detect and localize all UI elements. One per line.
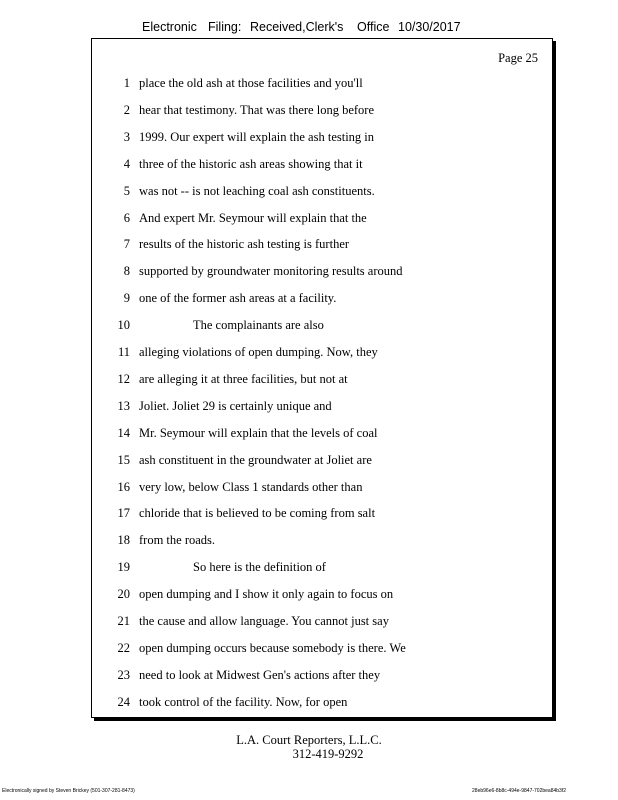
line-number: 21 — [117, 614, 130, 628]
filing-header — [0, 20, 618, 38]
header-filing: Filing: — [208, 20, 242, 34]
line-number: 24 — [117, 694, 130, 709]
transcript-line — [92, 480, 552, 498]
header-office: Office — [357, 20, 390, 34]
line-text: 1999. Our expert will explain the ash testing in — [139, 129, 375, 144]
line-number: 17 — [117, 506, 130, 521]
transcript-line — [92, 668, 552, 686]
line-number: 7 — [123, 237, 130, 252]
transcript-line — [92, 506, 552, 524]
transcript-line — [92, 318, 552, 336]
transcript-line — [92, 426, 552, 444]
transcript-line — [92, 211, 552, 229]
transcript-line — [92, 614, 552, 632]
document-id: 28eb96e6-8b8c-494e-9847-702bea84b3f2 — [472, 788, 566, 794]
line-text: Joliet. Joliet 29 is certainly unique and — [139, 398, 332, 413]
transcript-line — [92, 76, 552, 94]
electronic-signature: Electronically signed by Steven Brickey (501-307-281-8473) — [2, 788, 135, 794]
line-number: 13 — [117, 398, 130, 413]
transcript-page — [91, 38, 553, 718]
line-number: 8 — [123, 264, 130, 279]
line-text: So here is the definition of — [193, 560, 326, 575]
line-number: 2 — [123, 102, 130, 117]
transcript-line — [92, 130, 552, 148]
line-text: ash constituent in the groundwater at Joliet are — [139, 452, 372, 467]
line-text: need to look at Midwest Gen's actions after they — [139, 667, 381, 682]
line-number: 15 — [117, 452, 130, 467]
line-text: was not -- is not leaching coal ash constituents. — [139, 183, 375, 198]
court-reporter-phone: 312-419-9292 — [292, 747, 364, 761]
transcript-line — [92, 560, 552, 578]
line-number: 1 — [123, 76, 130, 90]
header-date: 10/30/2017 — [398, 20, 461, 34]
footer — [0, 733, 618, 761]
line-number: 10 — [117, 318, 130, 333]
transcript-line — [92, 695, 552, 713]
line-number: 16 — [117, 479, 130, 494]
line-text: results of the historic ash testing is further — [139, 237, 350, 252]
line-number: 14 — [117, 425, 130, 440]
transcript-line — [92, 264, 552, 282]
transcript-line — [92, 345, 552, 363]
line-number: 4 — [123, 156, 130, 171]
transcript-line — [92, 372, 552, 390]
transcript-line — [92, 587, 552, 605]
line-number: 19 — [117, 560, 130, 575]
line-text: hear that testimony. That was there long before — [139, 102, 374, 117]
transcript-line — [92, 533, 552, 551]
court-reporter-name: L.A. Court Reporters, L.L.C. — [236, 733, 382, 747]
line-text: open dumping and I show it only again to focus on — [139, 587, 394, 602]
transcript-line — [92, 641, 552, 659]
line-number: 22 — [117, 640, 130, 655]
line-number: 18 — [117, 533, 130, 548]
line-number: 5 — [123, 183, 130, 198]
line-text: from the roads. — [139, 533, 216, 548]
line-text: chloride that is believed to be coming from salt — [139, 506, 376, 521]
line-text: The complainants are also — [193, 318, 324, 333]
line-text: place the old ash at those facilities and you'll — [139, 76, 363, 90]
line-text: are alleging it at three facilities, but not at — [139, 371, 348, 386]
transcript-lines — [92, 39, 552, 717]
line-text: one of the former ash areas at a facility. — [139, 291, 337, 306]
line-text: Mr. Seymour will explain that the levels of coal — [139, 425, 378, 440]
line-text: the cause and allow language. You cannot just say — [139, 614, 389, 628]
line-text: alleging violations of open dumping. Now, they — [139, 345, 378, 359]
transcript-line — [92, 157, 552, 175]
line-number: 20 — [117, 587, 130, 602]
transcript-line — [92, 237, 552, 255]
line-text: three of the historic ash areas showing that it — [139, 156, 363, 171]
line-text: very low, below Class 1 standards other than — [139, 479, 363, 494]
line-number: 11 — [117, 345, 130, 359]
page-number: Page 25 — [498, 51, 538, 65]
line-number: 23 — [117, 667, 130, 682]
transcript-line — [92, 399, 552, 417]
transcript-line — [92, 184, 552, 202]
line-text: supported by groundwater monitoring results around — [139, 264, 403, 279]
line-number: 12 — [117, 371, 130, 386]
line-text: open dumping occurs because somebody is there. We — [139, 640, 406, 655]
line-number: 6 — [123, 210, 130, 225]
transcript-line — [92, 103, 552, 121]
line-number: 3 — [123, 129, 130, 144]
header-electronic: Electronic — [142, 20, 197, 34]
line-text: And expert Mr. Seymour will explain that the — [139, 210, 367, 225]
transcript-line — [92, 453, 552, 471]
header-received: Received,Clerk's — [250, 20, 344, 34]
line-number: 9 — [123, 291, 130, 306]
transcript-line — [92, 291, 552, 309]
line-text: took control of the facility. Now, for open — [139, 694, 348, 709]
